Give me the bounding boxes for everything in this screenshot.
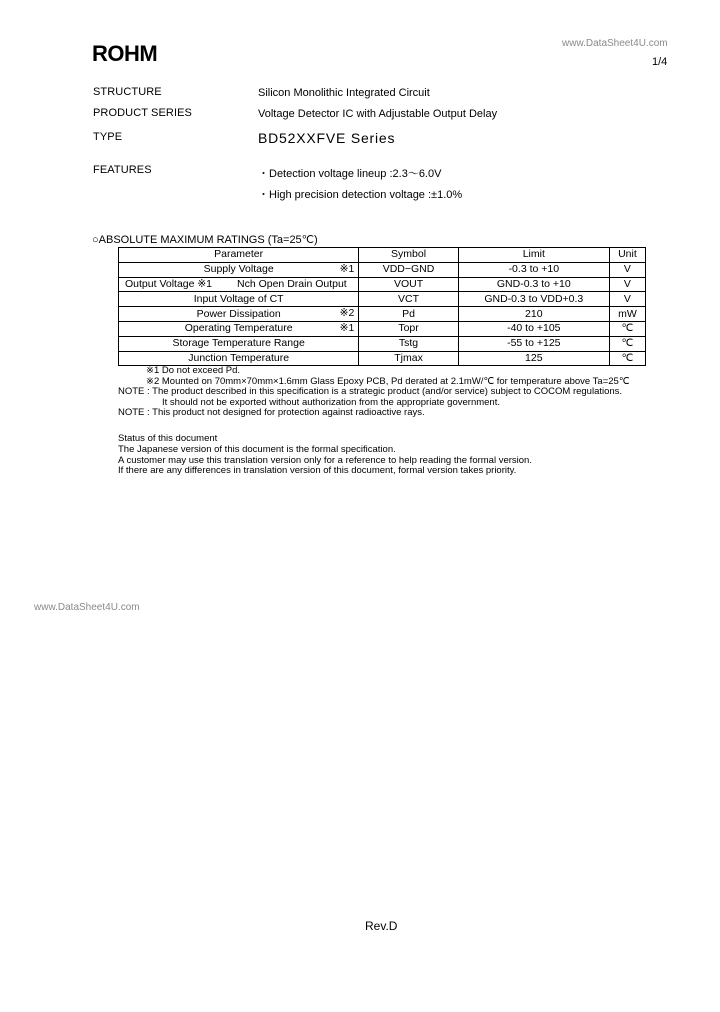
revision-label: Rev.D [365, 919, 398, 933]
status-block [118, 434, 532, 477]
header-limit: Limit [458, 248, 609, 263]
note-mark: ※1 [339, 262, 355, 275]
table-row [119, 292, 646, 307]
status-title: Status of this document [118, 433, 218, 444]
param-cell [119, 262, 359, 277]
page-number: 1/4 [652, 56, 668, 68]
param-cell [119, 277, 359, 292]
notes-block [118, 366, 630, 419]
table-row [119, 336, 646, 351]
symbol-cell: Topr [359, 321, 458, 336]
symbol-cell: VDD−GND [359, 262, 458, 277]
unit-cell: V [609, 292, 645, 307]
unit-cell: ℃ [609, 351, 645, 366]
unit-cell: V [609, 277, 645, 292]
param-name: Power Dissipation [196, 307, 281, 320]
limit-cell: GND-0.3 to VDD+0.3 [458, 292, 609, 307]
table-row [119, 262, 646, 277]
watermark-top: www.DataSheet4U.com [562, 38, 668, 49]
table-row [119, 277, 646, 292]
table-header-row [119, 248, 646, 263]
symbol-cell: VCT [359, 292, 458, 307]
limit-cell: 210 [458, 307, 609, 322]
type-label: TYPE [93, 131, 123, 143]
rohm-logo [92, 40, 164, 66]
param-cell [119, 292, 359, 307]
unit-cell: V [609, 262, 645, 277]
note-2: ※2 Mounted on 70mm×70mm×1.6mm Glass Epoxy PCB, Pd derated at 2.1mW/℃ for temperature above Ta=25℃ [146, 375, 630, 387]
limit-cell: 125 [458, 351, 609, 366]
product-series-value: Voltage Detector IC with Adjustable Output Delay [258, 108, 498, 120]
status-line-2: A customer may use this translation version only for a reference to help reading the formal version. [118, 454, 532, 466]
unit-cell: mW [609, 307, 645, 322]
limit-cell: -55 to +125 [458, 336, 609, 351]
note-5: NOTE : This product not designed for protection against radioactive rays. [118, 407, 425, 419]
param-name: Output Voltage ※1 [125, 277, 213, 290]
structure-label: STRUCTURE [93, 86, 162, 98]
ratings-table [118, 247, 646, 366]
symbol-cell: VOUT [359, 277, 458, 292]
param-cell [119, 351, 359, 366]
ratings-title: ○ABSOLUTE MAXIMUM RATINGS (Ta=25℃) [92, 234, 318, 246]
param-name: Supply Voltage [203, 263, 274, 276]
structure-value: Silicon Monolithic Integrated Circuit [258, 87, 430, 99]
header-symbol: Symbol [359, 248, 458, 263]
param-cell [119, 307, 359, 322]
status-line-1: The Japanese version of this document is the formal specification. [118, 443, 396, 455]
limit-cell: -0.3 to +10 [458, 262, 609, 277]
unit-cell: ℃ [609, 336, 645, 351]
symbol-cell: Pd [359, 307, 458, 322]
note-4: It should not be exported without authorization from the appropriate government. [162, 396, 500, 408]
logo-text: ROHM [92, 41, 158, 66]
limit-cell: GND-0.3 to +10 [458, 277, 609, 292]
header-parameter: Parameter [119, 248, 359, 263]
param-subname: Nch Open Drain Output [237, 277, 347, 290]
feature-2: ・High precision detection voltage :±1.0% [258, 189, 463, 201]
note-mark: ※2 [339, 307, 355, 320]
table-row [119, 307, 646, 322]
feature-1: ・Detection voltage lineup :2.3～6.0V [258, 168, 442, 180]
header-unit: Unit [609, 248, 645, 263]
param-name: Input Voltage of CT [193, 292, 284, 305]
limit-cell: -40 to +105 [458, 321, 609, 336]
symbol-cell: Tjmax [359, 351, 458, 366]
param-name: Storage Temperature Range [172, 337, 305, 350]
param-cell [119, 336, 359, 351]
unit-cell: ℃ [609, 321, 645, 336]
param-name: Operating Temperature [184, 322, 293, 335]
param-cell [119, 321, 359, 336]
param-name: Junction Temperature [188, 351, 290, 364]
table-row [119, 351, 646, 366]
product-series-label: PRODUCT SERIES [93, 107, 192, 119]
watermark-middle: www.DataSheet4U.com [34, 602, 140, 613]
note-3: NOTE : The product described in this specification is a strategic product (and/or service) subject to COCOM regulations. [118, 386, 623, 398]
table-row [119, 321, 646, 336]
features-label: FEATURES [93, 164, 152, 176]
note-1: ※1 Do not exceed Pd. [146, 365, 241, 376]
type-value: BD52XXFVE Series [258, 130, 396, 146]
status-line-3: If there are any differences in translation version of this document, formal version takes priority. [118, 465, 517, 477]
symbol-cell: Tstg [359, 336, 458, 351]
note-mark: ※1 [339, 321, 355, 334]
